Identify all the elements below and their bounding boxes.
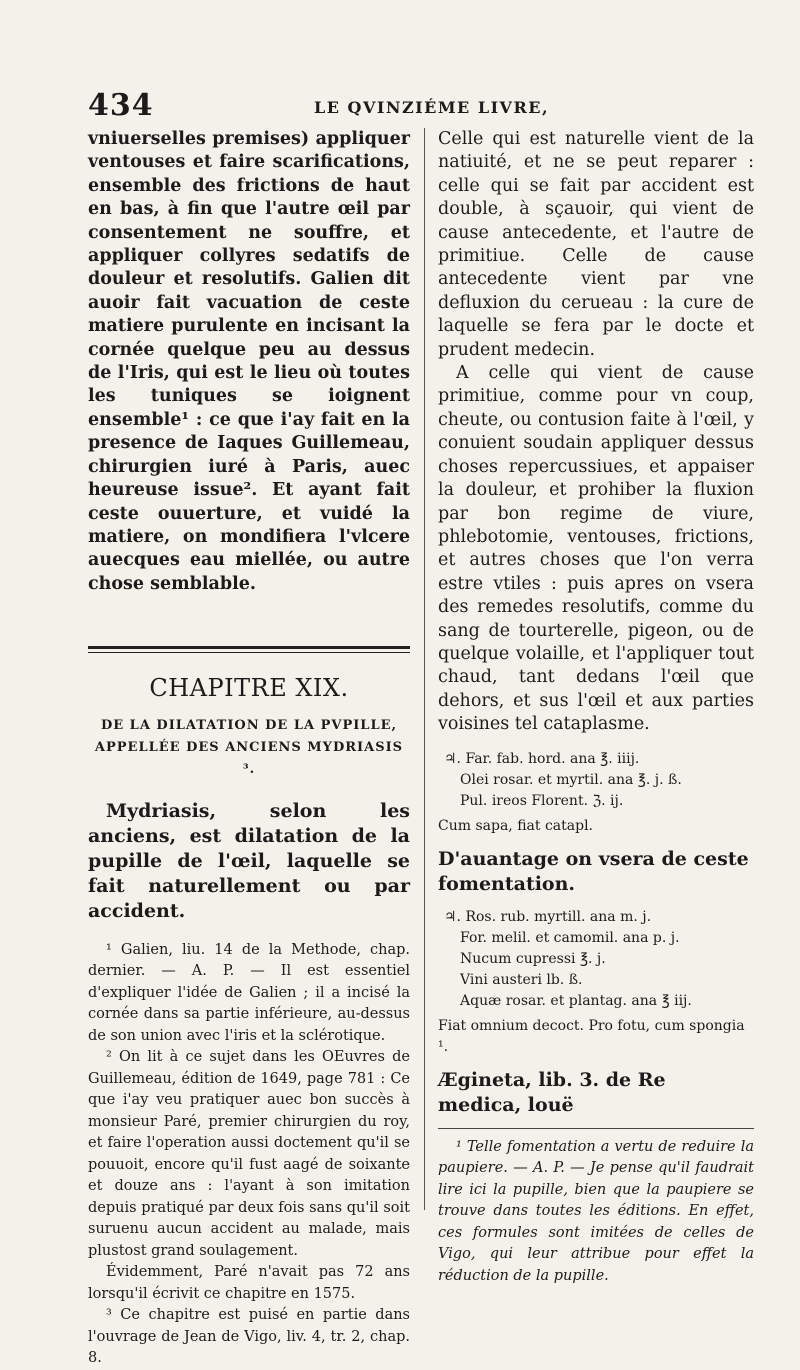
page-number: 434: [88, 88, 154, 123]
paragraph-natural-cause: Celle qui est naturelle vient de la natiuité, et ne se peut reparer : celle qui se fait par accident est double, à sçauoir, qui vient de cause antecedente, et l'autre de primitiue. Celle de cause antecedente vient par vne defluxion du cerueau : la cure de laquelle se fera par le docte et prudent medecin.: [438, 129, 754, 360]
recipe-cataplasm: [438, 749, 754, 812]
recipe-line: ♃. Far. fab. hord. ana ℥. iiij.: [444, 750, 640, 767]
recipe-tail: Fiat omnium decoct. Pro fotu, cum spongia ¹.: [438, 1017, 745, 1055]
recipe-fomentation: [438, 907, 754, 1012]
closing-line: Ægineta, lib. 3. de Re medica, louë: [438, 1068, 666, 1116]
footnote-1: ¹ Galien, liu. 14 de la Methode, chap. dernier. — A. P. — Il est essentiel d'expliquer l'idée de Galien ; il a incisé la cornée dans sa partie inférieure, au-dessus de son union avec l'iris et la sclérotique.: [88, 941, 410, 1044]
chapter-title: CHAPITRE XIX.: [149, 674, 349, 703]
footnote-2-comment: Évidemment, Paré n'avait pas 72 ans lorsqu'il écrivit ce chapitre en 1575.: [88, 1264, 410, 1302]
recipe-line: Aquæ rosar. et plantag. ana ℥ iij.: [460, 992, 692, 1009]
recipe-line: Olei rosar. et myrtil. ana ℥. j. ß.: [460, 771, 682, 788]
recipe-tail: Cum sapa, fiat catapl.: [438, 817, 594, 834]
left-column: [88, 128, 410, 1370]
fomentation-intro: D'auantage on vsera de ceste fomentation.: [438, 847, 749, 895]
right-column: [438, 128, 754, 1287]
recipe-line: Vini austeri lb. ß.: [460, 971, 583, 988]
recipe-line: For. melil. et camomil. ana p. j.: [460, 929, 680, 946]
recipe-line: ♃. Ros. rub. myrtill. ana m. j.: [444, 908, 652, 925]
recipe-line: Pul. ireos Florent. ℨ. ij.: [460, 792, 624, 809]
chapter-intro: Mydriasis, selon les anciens, est dilatation de la pupille de l'œil, laquelle se fait naturellement ou par accident.: [88, 799, 410, 922]
footnote-rule: [438, 1128, 754, 1129]
chapter-subtitle: DE LA DILATATION DE LA PVPILLE, APPELLÉE DES ANCIENS MYDRIASIS ³.: [94, 717, 404, 777]
spacer: [88, 924, 410, 940]
footnote-2: ² On lit à ce sujet dans les OEuvres de Guillemeau, édition de 1649, page 781 : Ce que i'ay veu pratiquer auec bon succès à monsieur Paré, premier chirurgien du roy, et faire l'operation aussi doctement qu'il se pouuoit, encore qu'il fust aagé de soixante et douze ans : l'ayant à son imitation depuis pratiqué par deux fois sans qu'il soit suruenu aucun accident au malade, mais plustost grand soulagement.: [88, 1049, 410, 1259]
footnote-right: ¹ Telle fomentation a vertu de reduire la paupiere. — A. P. — Je pense qu'il faudrait lire ici la pupille, bien que la paupiere se trouve dans toutes les éditions. En effet, ces formules sont imitées de celles de Vigo, qui leur attribue pour effet la réduction de la pupille.: [438, 1138, 754, 1284]
opening-paragraph: vniuerselles premises) appliquer ventouses et faire scarifications, ensemble des frictions de haut en bas, à fin que l'autre œil par consentement ne souffre, et appliquer collyres sedatifs de douleur et resolutifs. Galien dit auoir fait vacuation de ceste matiere purulente en incisant la cornée quelque peu au dessus de l'Iris, qui est le lieu où toutes les tuniques se ioignent ensemble¹ : ce que i'ay fait en la presence de Iaques Guillemeau, chirurgien iuré à Paris, auec heureuse issue². Et ayant fait ceste ouuerture, et vuidé la matiere, on mondifiera l'vlcere auecques eau miellée, ou autre chose semblable.: [88, 129, 410, 594]
column-divider: [424, 128, 425, 1210]
recipe-line: Nucum cupressi ℥. j.: [460, 950, 606, 967]
spacer: [88, 596, 410, 638]
page-header: [88, 88, 758, 128]
chapter-divider: [88, 646, 410, 653]
running-title: LE QVINZIÉME LIVRE,: [314, 98, 550, 117]
paragraph-primitive-cause: A celle qui vient de cause primitiue, comme pour vn coup, cheute, ou contusion faite à l'œil, y conuient soudain appliquer dessus choses repercussiues, et appaiser la douleur, et prohiber la fluxion par bon regime de viure, phlebotomie, ventouses, frictions, et autres choses que l'on verra estre vtiles : puis apres on vsera des remedes resolutifs, comme du sang de tourterelle, pigeon, ou de quelque volaille, et l'appliquer tout chaud, tant dedans l'œil que dehors, et sus l'œil et aux parties voisines tel cataplasme.: [438, 363, 754, 735]
footnote-3: ³ Ce chapitre est puisé en partie dans l'ouvrage de Jean de Vigo, liv. 4, tr. 2, chap. 8.: [88, 1307, 410, 1367]
